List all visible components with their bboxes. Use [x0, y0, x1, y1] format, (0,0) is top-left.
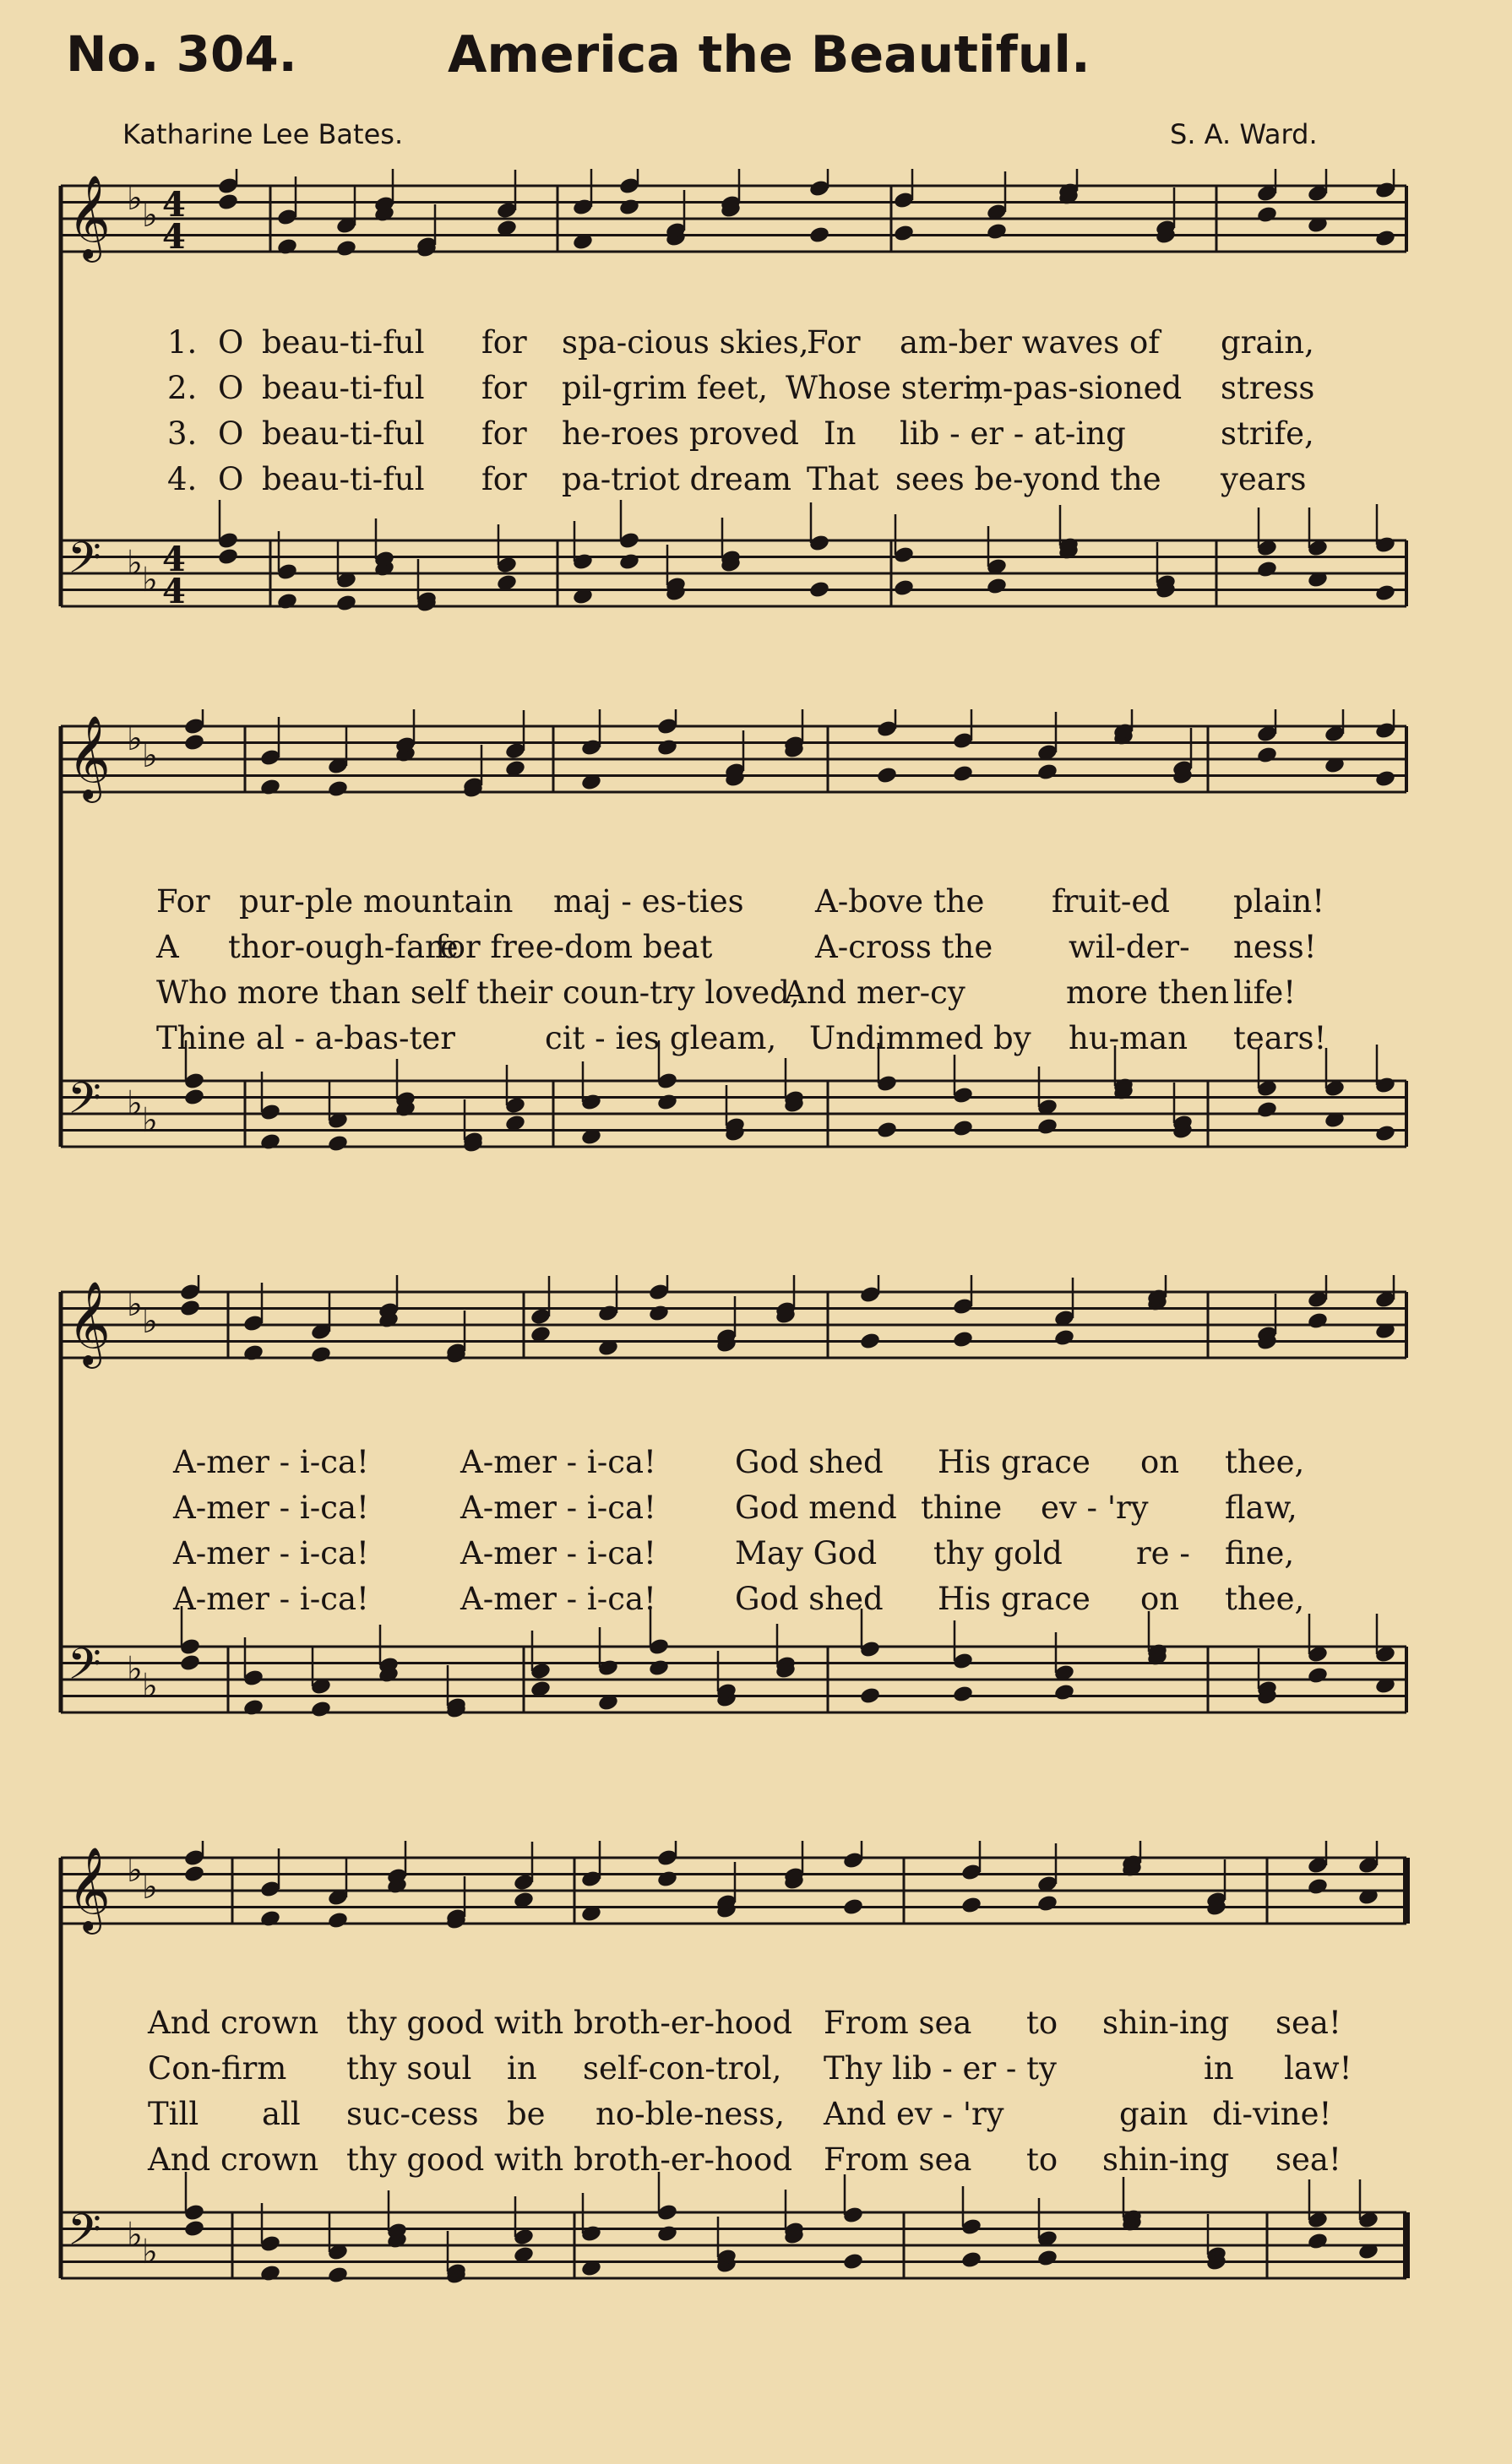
flat-icon: ♭ [127, 719, 143, 758]
note-head [259, 2264, 281, 2283]
lyric: thy good with broth-er-hood [346, 2005, 793, 2041]
lyric: A-bove the [815, 883, 985, 920]
lyric: strife, [1221, 415, 1314, 452]
note-head [1374, 1124, 1396, 1143]
lyric: spa-cious skies, [562, 324, 809, 361]
note-head [952, 1685, 974, 1704]
lyric: on [1140, 1581, 1180, 1617]
note-head [876, 1121, 898, 1140]
note-head [656, 1870, 678, 1889]
lyric: beau-ti-ful [262, 370, 425, 406]
lyric: thor-ough-fare [228, 929, 459, 965]
lyric: thy gold [933, 1535, 1063, 1571]
lyric: am-ber waves of [900, 324, 1160, 361]
note-head [1374, 229, 1396, 248]
note-head [217, 547, 239, 567]
verse-line [0, 1581, 1512, 1626]
lyric: lib - er - at-ing [900, 415, 1126, 452]
lyric: Con-firm [148, 2050, 287, 2087]
lyric: for [481, 415, 527, 452]
note-head [842, 2252, 864, 2271]
note-head [960, 1896, 982, 1915]
note-head [183, 1088, 205, 1107]
note-head [1307, 1311, 1329, 1331]
lyric: A-mer - i-ca! [460, 1581, 656, 1617]
lyric: suc-cess [346, 2096, 479, 2132]
note-head [327, 779, 349, 799]
lyric: cit - ies gleam, [545, 1020, 777, 1056]
lyric: maj - es-ties [553, 883, 744, 920]
treble-clef-icon: 𝄞 [68, 715, 111, 800]
flat-icon: ♭ [127, 1650, 143, 1689]
treble-clef-icon: 𝄞 [68, 1847, 111, 1931]
flat-icon: ♭ [127, 2216, 143, 2255]
lyric: all [262, 2096, 301, 2132]
note-head [1256, 746, 1278, 765]
lyric: For [807, 324, 861, 361]
lyric: di-vine! [1212, 2096, 1332, 2132]
composer-credit: S. A. Ward. [1170, 118, 1318, 150]
lyric: Undimmed by [809, 1020, 1031, 1056]
lyric: for [481, 370, 527, 406]
lyric: for [481, 324, 527, 361]
lyric: O [218, 461, 244, 497]
note-head [1307, 2232, 1329, 2251]
note-head [310, 1700, 332, 1719]
lyric: God shed [735, 1444, 884, 1480]
lyric: for [481, 461, 527, 497]
lyric: A-mer - i-ca! [460, 1490, 656, 1526]
note-head [648, 1658, 670, 1678]
flat-icon: ♭ [142, 1868, 158, 1907]
note-head [327, 1911, 349, 1930]
lyric: gain [1119, 2096, 1188, 2132]
lyric: thee, [1225, 1444, 1305, 1480]
note-head [656, 1093, 678, 1112]
verse-line [0, 2005, 1512, 2050]
lyric: grain, [1221, 324, 1314, 361]
flat-icon: ♭ [142, 2233, 158, 2271]
note-head [952, 1330, 974, 1349]
lyric: thee, [1225, 1581, 1305, 1617]
note-head [808, 225, 830, 245]
lyric: thy soul [346, 2050, 472, 2087]
verse-line [0, 1020, 1512, 1066]
note-head [618, 552, 640, 572]
lyric: on [1140, 1444, 1180, 1480]
lyric: A-mer - i-ca! [173, 1490, 369, 1526]
treble-clef-icon: 𝄞 [68, 1281, 111, 1365]
lyric: years [1221, 461, 1307, 497]
lyric: life! [1233, 974, 1297, 1011]
note-head [986, 577, 1008, 596]
note-head [1036, 2249, 1058, 2268]
lyric: And ev - 'ry [824, 2096, 1004, 2132]
note-head [1036, 1117, 1058, 1137]
note-head [310, 1345, 332, 1365]
verse-line [0, 929, 1512, 974]
lyric: shin-ing [1102, 2005, 1230, 2041]
verse-line [0, 461, 1512, 507]
note-head [1374, 769, 1396, 789]
verse-number: 3. [167, 415, 198, 452]
lyric: self-con-trol, [583, 2050, 782, 2087]
lyric: God mend [735, 1490, 897, 1526]
lyric: O [218, 370, 244, 406]
lyric: pa-triot dream [562, 461, 791, 497]
note-head [1053, 1683, 1075, 1702]
flat-icon: ♭ [127, 1084, 143, 1123]
lyric: thy good with broth-er-hood [346, 2141, 793, 2178]
lyric: beau-ti-ful [262, 415, 425, 452]
lyric: fine, [1225, 1535, 1295, 1571]
lyric: A-mer - i-ca! [173, 1535, 369, 1571]
verse-line [0, 883, 1512, 929]
lyric: beau-ti-ful [262, 324, 425, 361]
lyric: to [1026, 2005, 1058, 2041]
time-signature-top: 4 [162, 540, 186, 579]
note-head [179, 1653, 201, 1673]
note-head [327, 1134, 349, 1153]
lyric: he-roes proved [562, 415, 799, 452]
verse-line [0, 415, 1512, 461]
note-head [618, 198, 640, 217]
verse-line [0, 1490, 1512, 1535]
flat-icon: ♭ [142, 736, 158, 775]
note-head [276, 237, 298, 257]
lyric: A-mer - i-ca! [460, 1535, 656, 1571]
lyric: For [156, 883, 210, 920]
lyric: sea! [1275, 2141, 1341, 2178]
lyric: shin-ing [1102, 2141, 1230, 2178]
lyric: stress [1221, 370, 1315, 406]
verse-line [0, 974, 1512, 1020]
lyric: O [218, 324, 244, 361]
lyric: for free-dom beat [435, 929, 713, 965]
note-head [952, 764, 974, 784]
note-head [986, 222, 1008, 242]
lyric: wil-der- [1069, 929, 1190, 965]
lyric: Whose stern, [786, 370, 993, 406]
note-head [952, 1119, 974, 1138]
note-head [217, 193, 239, 212]
note-head [960, 2250, 982, 2270]
verse-line [0, 324, 1512, 370]
lyric: Till [148, 2096, 199, 2132]
lyric: Thy lib - er - ty [824, 2050, 1057, 2087]
lyric: And mer-cy [784, 974, 965, 1011]
lyric: in [507, 2050, 537, 2087]
note-head [327, 2266, 349, 2285]
note-head [1053, 1328, 1075, 1348]
note-head [859, 1332, 881, 1351]
lyric: beau-ti-ful [262, 461, 425, 497]
lyric: sees be-yond the [895, 461, 1161, 497]
flat-icon: ♭ [142, 1302, 158, 1341]
note-head [179, 1299, 201, 1318]
lyric: to [1026, 2141, 1058, 2178]
note-head [893, 224, 915, 243]
hymn-title: America the Beautiful. [448, 25, 1090, 84]
lyric: ev - 'ry [1041, 1490, 1149, 1526]
note-head [1256, 560, 1278, 579]
lyric: pil-grim feet, [562, 370, 769, 406]
flat-icon: ♭ [142, 1667, 158, 1706]
lyric: re - [1136, 1535, 1190, 1571]
lyric: im-pas-sioned [963, 370, 1183, 406]
lyricist-credit: Katharine Lee Bates. [122, 118, 404, 150]
lyric: O [218, 415, 244, 452]
lyric: His grace [938, 1444, 1090, 1480]
flat-icon: ♭ [127, 1285, 143, 1324]
note-head [1307, 1666, 1329, 1685]
note-head [1036, 1894, 1058, 1913]
flat-icon: ♭ [127, 179, 143, 218]
flat-icon: ♭ [142, 561, 158, 600]
lyric: A-cross the [815, 929, 993, 965]
note-head [1256, 205, 1278, 225]
verse-line [0, 1444, 1512, 1490]
lyric: And crown [148, 2141, 319, 2178]
note-head [183, 2219, 205, 2239]
note-head [1256, 1100, 1278, 1120]
bass-clef-icon: 𝄢 [68, 1072, 101, 1134]
note-head [259, 1909, 281, 1929]
verse-line [0, 1535, 1512, 1581]
note-head [1374, 583, 1396, 603]
lyric: Who more than self their coun-try loved, [156, 974, 800, 1011]
verse-line [0, 2050, 1512, 2096]
note-head [242, 1343, 264, 1363]
hymn-number: No. 304. [66, 25, 297, 83]
treble-clef-icon: 𝄞 [68, 175, 111, 259]
verse-line [0, 2096, 1512, 2141]
lyric: ness! [1233, 929, 1317, 965]
bass-clef-icon: 𝄢 [68, 532, 101, 594]
lyric: fruit-ed [1052, 883, 1170, 920]
bass-clef-icon: 𝄢 [68, 2204, 101, 2266]
bass-clef-icon: 𝄢 [68, 1638, 101, 1700]
flat-icon: ♭ [142, 1101, 158, 1140]
note-head [1307, 1877, 1329, 1897]
time-signature-top: 4 [162, 185, 186, 225]
verse-line [0, 370, 1512, 415]
lyric: A-mer - i-ca! [173, 1581, 369, 1617]
time-signature-bottom: 4 [162, 217, 186, 257]
note-head [259, 1132, 281, 1152]
lyric: In [824, 415, 857, 452]
note-head [656, 2224, 678, 2244]
lyric: be [507, 2096, 546, 2132]
lyric: tears! [1233, 1020, 1327, 1056]
lyric: law! [1284, 2050, 1352, 2087]
flat-icon: ♭ [127, 544, 143, 583]
note-head [183, 1864, 205, 1884]
note-head [859, 1686, 881, 1706]
lyric: May God [735, 1535, 878, 1571]
note-head [893, 578, 915, 598]
note-head [259, 778, 281, 797]
verse-number: 1. [167, 324, 198, 361]
lyric: sea! [1275, 2005, 1341, 2041]
note-head [242, 1698, 264, 1718]
lyric: Thine al - a-bas-ter [156, 1020, 455, 1056]
lyric: hu-man [1069, 1020, 1188, 1056]
lyric: From sea [824, 2005, 972, 2041]
lyric: From sea [824, 2141, 972, 2178]
lyric: A-mer - i-ca! [173, 1444, 369, 1480]
lyric: pur-ple mountain [239, 883, 514, 920]
time-signature-bottom: 4 [162, 572, 186, 611]
lyric: flaw, [1225, 1490, 1297, 1526]
note-head [276, 592, 298, 611]
note-head [335, 239, 357, 258]
lyric: His grace [938, 1581, 1090, 1617]
flat-icon: ♭ [142, 196, 158, 235]
note-head [808, 580, 830, 600]
lyric: God shed [735, 1581, 884, 1617]
note-head [1036, 763, 1058, 782]
lyric: A-mer - i-ca! [460, 1444, 656, 1480]
note-head [876, 766, 898, 785]
lyric: plain! [1233, 883, 1325, 920]
note-head [183, 733, 205, 752]
lyric: thine [921, 1490, 1003, 1526]
verse-number: 2. [167, 370, 198, 406]
note-head [335, 594, 357, 613]
note-head [648, 1304, 670, 1323]
verse-number: 4. [167, 461, 198, 497]
lyric: in [1204, 2050, 1234, 2087]
lyric: And crown [148, 2005, 319, 2041]
lyric: A [156, 929, 179, 965]
note-head [842, 1897, 864, 1917]
verse-line [0, 2141, 1512, 2187]
lyric: more then [1066, 974, 1230, 1011]
flat-icon: ♭ [127, 1851, 143, 1890]
lyric: no-ble-ness, [596, 2096, 785, 2132]
note-head [656, 738, 678, 757]
lyric: That [807, 461, 879, 497]
